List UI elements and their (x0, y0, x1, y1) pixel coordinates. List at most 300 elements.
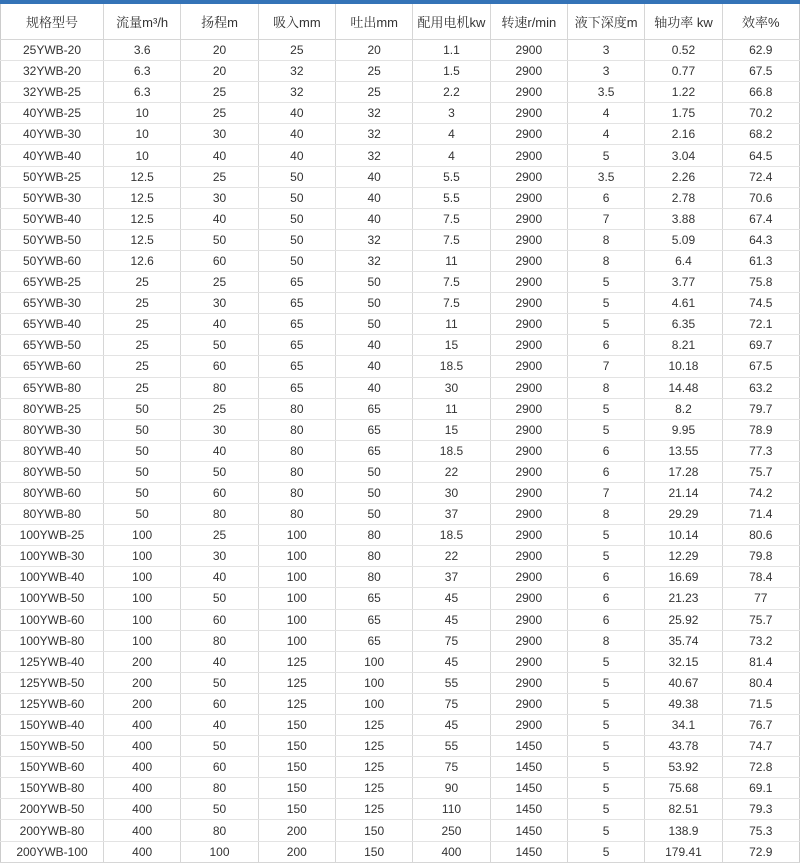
value-cell: 2900 (490, 314, 567, 335)
value-cell: 2900 (490, 229, 567, 250)
value-cell: 2900 (490, 419, 567, 440)
value-cell: 5 (567, 145, 644, 166)
value-cell: 32 (258, 61, 335, 82)
value-cell: 1.22 (645, 82, 722, 103)
value-cell: 250 (413, 820, 490, 841)
value-cell: 400 (413, 841, 490, 862)
value-cell: 18.5 (413, 440, 490, 461)
value-cell: 5 (567, 525, 644, 546)
value-cell: 75 (413, 693, 490, 714)
value-cell: 18.5 (413, 356, 490, 377)
table-row (1, 736, 800, 757)
value-cell: 66.8 (722, 82, 799, 103)
model-cell: 50YWB-30 (1, 187, 104, 208)
value-cell: 80 (258, 482, 335, 503)
value-cell: 60 (181, 250, 258, 271)
model-cell: 100YWB-50 (1, 588, 104, 609)
value-cell: 30 (181, 124, 258, 145)
value-cell: 5 (567, 651, 644, 672)
value-cell: 40.67 (645, 672, 722, 693)
value-cell: 75.3 (722, 820, 799, 841)
table-row (1, 672, 800, 693)
value-cell: 1450 (490, 799, 567, 820)
value-cell: 1450 (490, 736, 567, 757)
value-cell: 400 (104, 715, 181, 736)
value-cell: 72.4 (722, 166, 799, 187)
value-cell: 50 (181, 461, 258, 482)
value-cell: 7.5 (413, 293, 490, 314)
value-cell: 2900 (490, 61, 567, 82)
model-cell: 65YWB-50 (1, 335, 104, 356)
value-cell: 69.1 (722, 778, 799, 799)
value-cell: 2900 (490, 272, 567, 293)
value-cell: 40 (335, 208, 412, 229)
value-cell: 78.9 (722, 419, 799, 440)
value-cell: 8.2 (645, 398, 722, 419)
model-cell: 65YWB-40 (1, 314, 104, 335)
value-cell: 50 (104, 419, 181, 440)
value-cell: 11 (413, 250, 490, 271)
value-cell: 7.5 (413, 208, 490, 229)
value-cell: 65 (258, 293, 335, 314)
value-cell: 12.29 (645, 546, 722, 567)
value-cell: 5 (567, 672, 644, 693)
value-cell: 1450 (490, 820, 567, 841)
value-cell: 25 (181, 82, 258, 103)
column-header: 转速r/min (490, 4, 567, 40)
value-cell: 7 (567, 208, 644, 229)
value-cell: 71.4 (722, 504, 799, 525)
table-row (1, 609, 800, 630)
value-cell: 45 (413, 609, 490, 630)
value-cell: 67.5 (722, 356, 799, 377)
value-cell: 77.3 (722, 440, 799, 461)
value-cell: 40 (181, 208, 258, 229)
value-cell: 6.3 (104, 61, 181, 82)
value-cell: 150 (258, 757, 335, 778)
value-cell: 125 (335, 736, 412, 757)
value-cell: 50 (335, 504, 412, 525)
value-cell: 2900 (490, 40, 567, 61)
value-cell: 50 (335, 461, 412, 482)
value-cell: 25 (104, 314, 181, 335)
model-cell: 100YWB-25 (1, 525, 104, 546)
table-row (1, 377, 800, 398)
value-cell: 50 (104, 440, 181, 461)
value-cell: 74.2 (722, 482, 799, 503)
value-cell: 125 (335, 757, 412, 778)
table-row (1, 757, 800, 778)
model-cell: 50YWB-50 (1, 229, 104, 250)
value-cell: 80 (335, 567, 412, 588)
value-cell: 79.3 (722, 799, 799, 820)
value-cell: 32 (258, 82, 335, 103)
model-cell: 80YWB-40 (1, 440, 104, 461)
value-cell: 1450 (490, 778, 567, 799)
value-cell: 25 (335, 61, 412, 82)
value-cell: 12.6 (104, 250, 181, 271)
value-cell: 2900 (490, 715, 567, 736)
table-row (1, 145, 800, 166)
value-cell: 4 (567, 124, 644, 145)
value-cell: 150 (258, 736, 335, 757)
value-cell: 110 (413, 799, 490, 820)
value-cell: 5 (567, 272, 644, 293)
value-cell: 2900 (490, 461, 567, 482)
table-row (1, 82, 800, 103)
value-cell: 2900 (490, 208, 567, 229)
value-cell: 100 (258, 525, 335, 546)
value-cell: 1.5 (413, 61, 490, 82)
value-cell: 90 (413, 778, 490, 799)
value-cell: 50 (104, 504, 181, 525)
value-cell: 65 (335, 419, 412, 440)
value-cell: 8 (567, 250, 644, 271)
table-row (1, 166, 800, 187)
model-cell: 200YWB-100 (1, 841, 104, 862)
value-cell: 1.75 (645, 103, 722, 124)
value-cell: 69.7 (722, 335, 799, 356)
model-cell: 200YWB-80 (1, 820, 104, 841)
value-cell: 25 (335, 82, 412, 103)
value-cell: 40 (335, 187, 412, 208)
value-cell: 2900 (490, 567, 567, 588)
value-cell: 15 (413, 335, 490, 356)
value-cell: 3.5 (567, 82, 644, 103)
table-row (1, 398, 800, 419)
model-cell: 200YWB-50 (1, 799, 104, 820)
value-cell: 77 (722, 588, 799, 609)
model-cell: 65YWB-80 (1, 377, 104, 398)
table-row (1, 40, 800, 61)
value-cell: 65 (335, 398, 412, 419)
value-cell: 25 (104, 356, 181, 377)
value-cell: 50 (335, 293, 412, 314)
value-cell: 2900 (490, 187, 567, 208)
value-cell: 30 (413, 377, 490, 398)
table-row (1, 799, 800, 820)
value-cell: 2900 (490, 293, 567, 314)
value-cell: 75 (413, 630, 490, 651)
value-cell: 80 (258, 419, 335, 440)
value-cell: 62.9 (722, 40, 799, 61)
value-cell: 400 (104, 757, 181, 778)
value-cell: 8 (567, 377, 644, 398)
model-cell: 80YWB-30 (1, 419, 104, 440)
value-cell: 6 (567, 461, 644, 482)
model-cell: 32YWB-20 (1, 61, 104, 82)
model-cell: 125YWB-60 (1, 693, 104, 714)
value-cell: 65 (335, 440, 412, 461)
value-cell: 3.5 (567, 166, 644, 187)
table-row (1, 103, 800, 124)
value-cell: 50 (258, 208, 335, 229)
table-row (1, 461, 800, 482)
value-cell: 3 (567, 61, 644, 82)
value-cell: 25 (104, 377, 181, 398)
value-cell: 63.2 (722, 377, 799, 398)
table-row (1, 208, 800, 229)
value-cell: 3 (413, 103, 490, 124)
value-cell: 40 (181, 715, 258, 736)
value-cell: 5.5 (413, 187, 490, 208)
value-cell: 7.5 (413, 229, 490, 250)
value-cell: 5 (567, 398, 644, 419)
value-cell: 150 (258, 778, 335, 799)
value-cell: 76.7 (722, 715, 799, 736)
value-cell: 81.4 (722, 651, 799, 672)
value-cell: 45 (413, 715, 490, 736)
value-cell: 25 (104, 293, 181, 314)
value-cell: 40 (181, 567, 258, 588)
value-cell: 11 (413, 398, 490, 419)
value-cell: 20 (181, 61, 258, 82)
value-cell: 72.8 (722, 757, 799, 778)
value-cell: 40 (181, 314, 258, 335)
value-cell: 150 (335, 841, 412, 862)
value-cell: 6 (567, 187, 644, 208)
model-cell: 65YWB-25 (1, 272, 104, 293)
model-cell: 150YWB-40 (1, 715, 104, 736)
value-cell: 125 (335, 799, 412, 820)
value-cell: 32.15 (645, 651, 722, 672)
value-cell: 3.88 (645, 208, 722, 229)
value-cell: 50 (258, 187, 335, 208)
value-cell: 5 (567, 736, 644, 757)
value-cell: 100 (258, 546, 335, 567)
value-cell: 21.14 (645, 482, 722, 503)
value-cell: 37 (413, 567, 490, 588)
value-cell: 400 (104, 820, 181, 841)
table-row (1, 820, 800, 841)
column-header: 流量m³/h (104, 4, 181, 40)
column-header: 吸入mm (258, 4, 335, 40)
value-cell: 12.5 (104, 166, 181, 187)
value-cell: 80 (258, 440, 335, 461)
value-cell: 50 (104, 398, 181, 419)
value-cell: 125 (258, 693, 335, 714)
model-cell: 150YWB-50 (1, 736, 104, 757)
value-cell: 8 (567, 229, 644, 250)
model-cell: 80YWB-80 (1, 504, 104, 525)
value-cell: 8 (567, 630, 644, 651)
table-row (1, 841, 800, 862)
value-cell: 50 (104, 461, 181, 482)
value-cell: 22 (413, 461, 490, 482)
value-cell: 80 (181, 778, 258, 799)
value-cell: 80 (181, 504, 258, 525)
value-cell: 6 (567, 609, 644, 630)
value-cell: 2900 (490, 335, 567, 356)
table-row (1, 187, 800, 208)
model-cell: 150YWB-60 (1, 757, 104, 778)
value-cell: 65 (258, 314, 335, 335)
value-cell: 30 (181, 546, 258, 567)
table-row (1, 440, 800, 461)
value-cell: 1.1 (413, 40, 490, 61)
value-cell: 74.5 (722, 293, 799, 314)
value-cell: 2900 (490, 630, 567, 651)
value-cell: 6 (567, 335, 644, 356)
value-cell: 7 (567, 356, 644, 377)
model-cell: 40YWB-30 (1, 124, 104, 145)
table-row (1, 250, 800, 271)
value-cell: 10.14 (645, 525, 722, 546)
model-cell: 50YWB-25 (1, 166, 104, 187)
table-row (1, 546, 800, 567)
column-header: 轴功率 kw (645, 4, 722, 40)
value-cell: 4 (413, 124, 490, 145)
value-cell: 12.5 (104, 208, 181, 229)
value-cell: 50 (181, 736, 258, 757)
value-cell: 25 (258, 40, 335, 61)
value-cell: 5 (567, 293, 644, 314)
value-cell: 45 (413, 651, 490, 672)
model-cell: 80YWB-50 (1, 461, 104, 482)
value-cell: 125 (258, 651, 335, 672)
value-cell: 25 (181, 103, 258, 124)
value-cell: 79.7 (722, 398, 799, 419)
value-cell: 32 (335, 103, 412, 124)
value-cell: 40 (258, 145, 335, 166)
column-header: 规格型号 (1, 4, 104, 40)
value-cell: 4.61 (645, 293, 722, 314)
value-cell: 32 (335, 145, 412, 166)
column-header: 效率% (722, 4, 799, 40)
value-cell: 200 (258, 841, 335, 862)
table-row (1, 651, 800, 672)
value-cell: 50 (335, 272, 412, 293)
value-cell: 20 (181, 40, 258, 61)
value-cell: 68.2 (722, 124, 799, 145)
value-cell: 80 (181, 377, 258, 398)
value-cell: 22 (413, 546, 490, 567)
value-cell: 78.4 (722, 567, 799, 588)
value-cell: 45 (413, 588, 490, 609)
model-cell: 50YWB-40 (1, 208, 104, 229)
value-cell: 50 (258, 250, 335, 271)
value-cell: 30 (181, 419, 258, 440)
value-cell: 79.8 (722, 546, 799, 567)
value-cell: 65 (335, 588, 412, 609)
value-cell: 80 (335, 525, 412, 546)
value-cell: 2900 (490, 672, 567, 693)
value-cell: 6.3 (104, 82, 181, 103)
table-row (1, 124, 800, 145)
pump-spec-table (0, 4, 800, 863)
value-cell: 65 (335, 630, 412, 651)
value-cell: 5 (567, 820, 644, 841)
value-cell: 8 (567, 504, 644, 525)
value-cell: 32 (335, 124, 412, 145)
value-cell: 400 (104, 778, 181, 799)
table-header-row (1, 4, 800, 40)
value-cell: 60 (181, 356, 258, 377)
value-cell: 30 (181, 293, 258, 314)
value-cell: 25 (181, 525, 258, 546)
table-row (1, 61, 800, 82)
value-cell: 2900 (490, 546, 567, 567)
value-cell: 4 (567, 103, 644, 124)
value-cell: 2900 (490, 82, 567, 103)
value-cell: 40 (258, 124, 335, 145)
value-cell: 17.28 (645, 461, 722, 482)
value-cell: 4 (413, 145, 490, 166)
value-cell: 5 (567, 546, 644, 567)
value-cell: 50 (258, 229, 335, 250)
value-cell: 71.5 (722, 693, 799, 714)
value-cell: 3.04 (645, 145, 722, 166)
value-cell: 50 (258, 166, 335, 187)
value-cell: 2900 (490, 166, 567, 187)
value-cell: 2900 (490, 145, 567, 166)
value-cell: 25 (104, 272, 181, 293)
value-cell: 10 (104, 124, 181, 145)
value-cell: 67.4 (722, 208, 799, 229)
value-cell: 73.2 (722, 630, 799, 651)
value-cell: 50 (181, 229, 258, 250)
value-cell: 65 (258, 272, 335, 293)
value-cell: 80 (335, 546, 412, 567)
value-cell: 40 (181, 651, 258, 672)
value-cell: 65 (335, 609, 412, 630)
value-cell: 67.5 (722, 61, 799, 82)
table-row (1, 272, 800, 293)
table-row (1, 504, 800, 525)
table-row (1, 525, 800, 546)
model-cell: 100YWB-80 (1, 630, 104, 651)
value-cell: 2900 (490, 504, 567, 525)
value-cell: 40 (335, 377, 412, 398)
value-cell: 5 (567, 778, 644, 799)
model-cell: 40YWB-40 (1, 145, 104, 166)
value-cell: 14.48 (645, 377, 722, 398)
value-cell: 5 (567, 419, 644, 440)
value-cell: 100 (104, 588, 181, 609)
value-cell: 0.77 (645, 61, 722, 82)
value-cell: 150 (258, 799, 335, 820)
model-cell: 80YWB-25 (1, 398, 104, 419)
value-cell: 2.2 (413, 82, 490, 103)
column-header: 扬程m (181, 4, 258, 40)
value-cell: 21.23 (645, 588, 722, 609)
model-cell: 125YWB-40 (1, 651, 104, 672)
value-cell: 70.6 (722, 187, 799, 208)
value-cell: 75.68 (645, 778, 722, 799)
table-body (1, 40, 800, 863)
value-cell: 10.18 (645, 356, 722, 377)
value-cell: 2.26 (645, 166, 722, 187)
value-cell: 25 (181, 398, 258, 419)
value-cell: 1450 (490, 757, 567, 778)
value-cell: 100 (258, 630, 335, 651)
table-row (1, 335, 800, 356)
value-cell: 60 (181, 482, 258, 503)
column-header: 液下深度m (567, 4, 644, 40)
value-cell: 50 (181, 588, 258, 609)
value-cell: 2900 (490, 124, 567, 145)
model-cell: 100YWB-30 (1, 546, 104, 567)
value-cell: 82.51 (645, 799, 722, 820)
value-cell: 75.7 (722, 461, 799, 482)
value-cell: 200 (104, 693, 181, 714)
value-cell: 100 (335, 693, 412, 714)
model-cell: 40YWB-25 (1, 103, 104, 124)
value-cell: 80 (258, 504, 335, 525)
value-cell: 64.5 (722, 145, 799, 166)
value-cell: 100 (258, 609, 335, 630)
model-cell: 65YWB-60 (1, 356, 104, 377)
